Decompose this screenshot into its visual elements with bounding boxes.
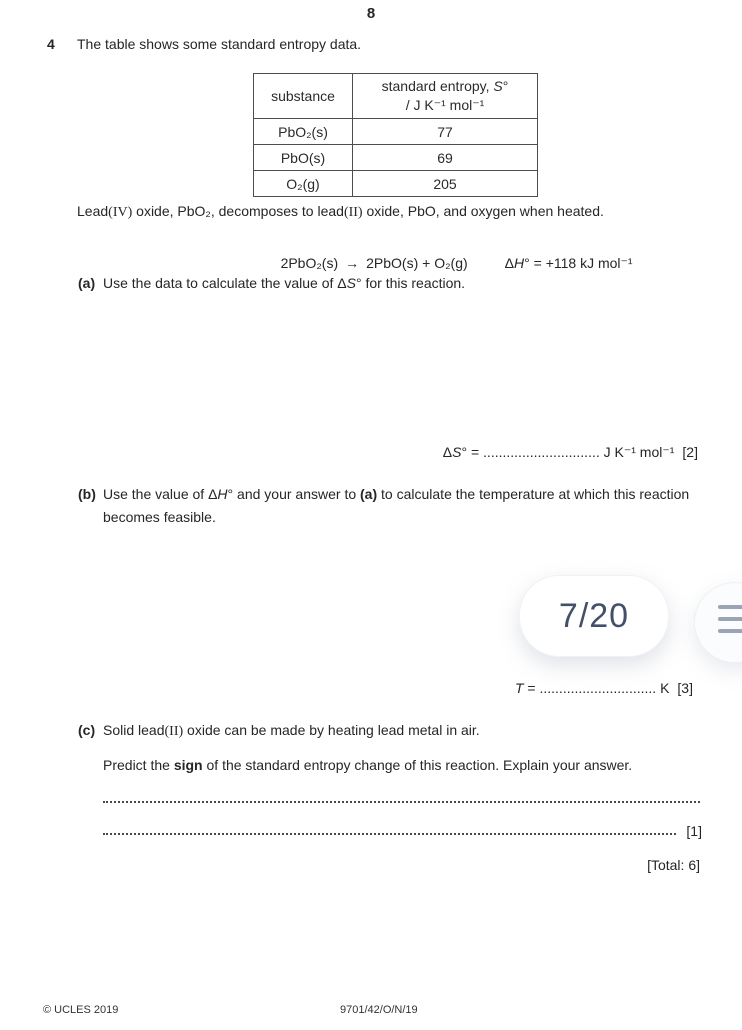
marks-badge: [3] <box>677 680 693 696</box>
table-row <box>254 145 538 171</box>
part-a-answer-line: ΔS° = .............................. J K⁻¹ mol⁻¹ [2] <box>442 444 698 460</box>
menu-bar <box>718 605 742 609</box>
header-substance: substance <box>254 74 353 119</box>
value-cell: 69 <box>353 145 538 171</box>
substance-cell: PbO₂(s) <box>254 119 353 145</box>
table-header-row <box>254 74 538 119</box>
value-cell: 205 <box>353 171 538 197</box>
question-number: 4 <box>47 36 55 52</box>
table-row <box>254 119 538 145</box>
table-row <box>254 171 538 197</box>
page-number: 8 <box>366 5 376 22</box>
part-b-text: Use the value of ΔH° and your answer to (a) to calculate the temperature at which this reaction becomes feasible. <box>103 486 690 525</box>
menu-bar <box>718 617 742 621</box>
answer-dots: .............................. <box>539 680 657 696</box>
paper-reference: 9701/42/O/N/19 <box>340 1004 418 1016</box>
header-units: / J K⁻¹ mol⁻¹ <box>405 97 485 113</box>
answer-ruled-line <box>103 823 676 835</box>
answer-dots: .............................. <box>483 444 600 460</box>
equation-rhs: 2PbO(s) + O₂(g) <box>366 255 468 271</box>
hamburger-menu-icon <box>718 605 742 641</box>
copyright-notice: © UCLES 2019 <box>43 1004 119 1016</box>
question-intro: The table shows some standard entropy data. <box>77 36 362 52</box>
marks-badge: [1] <box>686 823 702 839</box>
answer-units: K <box>656 680 670 696</box>
question-header <box>47 36 361 52</box>
value-cell: 77 <box>353 119 538 145</box>
equation-lhs: 2PbO₂(s) <box>280 255 339 271</box>
part-c-question <box>78 722 700 773</box>
lead-decomposition-paragraph: Lead(IV) oxide, PbO₂, decomposes to lead(II) oxide, PbO, and oxygen when heated. <box>77 203 604 220</box>
substance-cell: O₂(g) <box>254 171 353 197</box>
part-a-text: Use the data to calculate the value of ΔS° for this reaction. <box>103 275 466 291</box>
answer-units: J K⁻¹ mol⁻¹ <box>599 444 675 460</box>
marks-badge: [2] <box>682 444 698 460</box>
part-c-line1: Solid lead(II) oxide can be made by heating lead metal in air. <box>103 722 480 739</box>
part-c-line2: Predict the sign of the standard entropy change of this reaction. Explain your answer. <box>103 757 633 773</box>
part-a-question <box>78 275 698 291</box>
menu-button[interactable] <box>694 582 742 663</box>
part-b-label: (b) <box>78 486 96 502</box>
answer-ruled-line <box>103 795 700 803</box>
part-b-question <box>78 483 700 529</box>
total-marks: [Total: 6] <box>647 857 700 873</box>
page-indicator-badge[interactable] <box>519 575 669 657</box>
part-a-label: (a) <box>78 275 96 291</box>
reaction-arrow: → <box>345 255 360 271</box>
enthalpy-value: ΔH° = +118 kJ mol⁻¹ <box>504 255 633 271</box>
answer-ruled-line-with-marks <box>103 823 702 839</box>
header-standard-entropy: standard entropy, S° / J K⁻¹ mol⁻¹ <box>353 74 538 119</box>
entropy-data-table <box>253 73 538 197</box>
page-indicator-text: 7/20 <box>558 596 630 635</box>
menu-bar <box>718 629 742 633</box>
part-c-label: (c) <box>78 722 96 738</box>
part-b-answer-line: T = .............................. K [3] <box>514 680 693 696</box>
part-c-text <box>103 722 632 773</box>
substance-cell: PbO(s) <box>254 145 353 171</box>
